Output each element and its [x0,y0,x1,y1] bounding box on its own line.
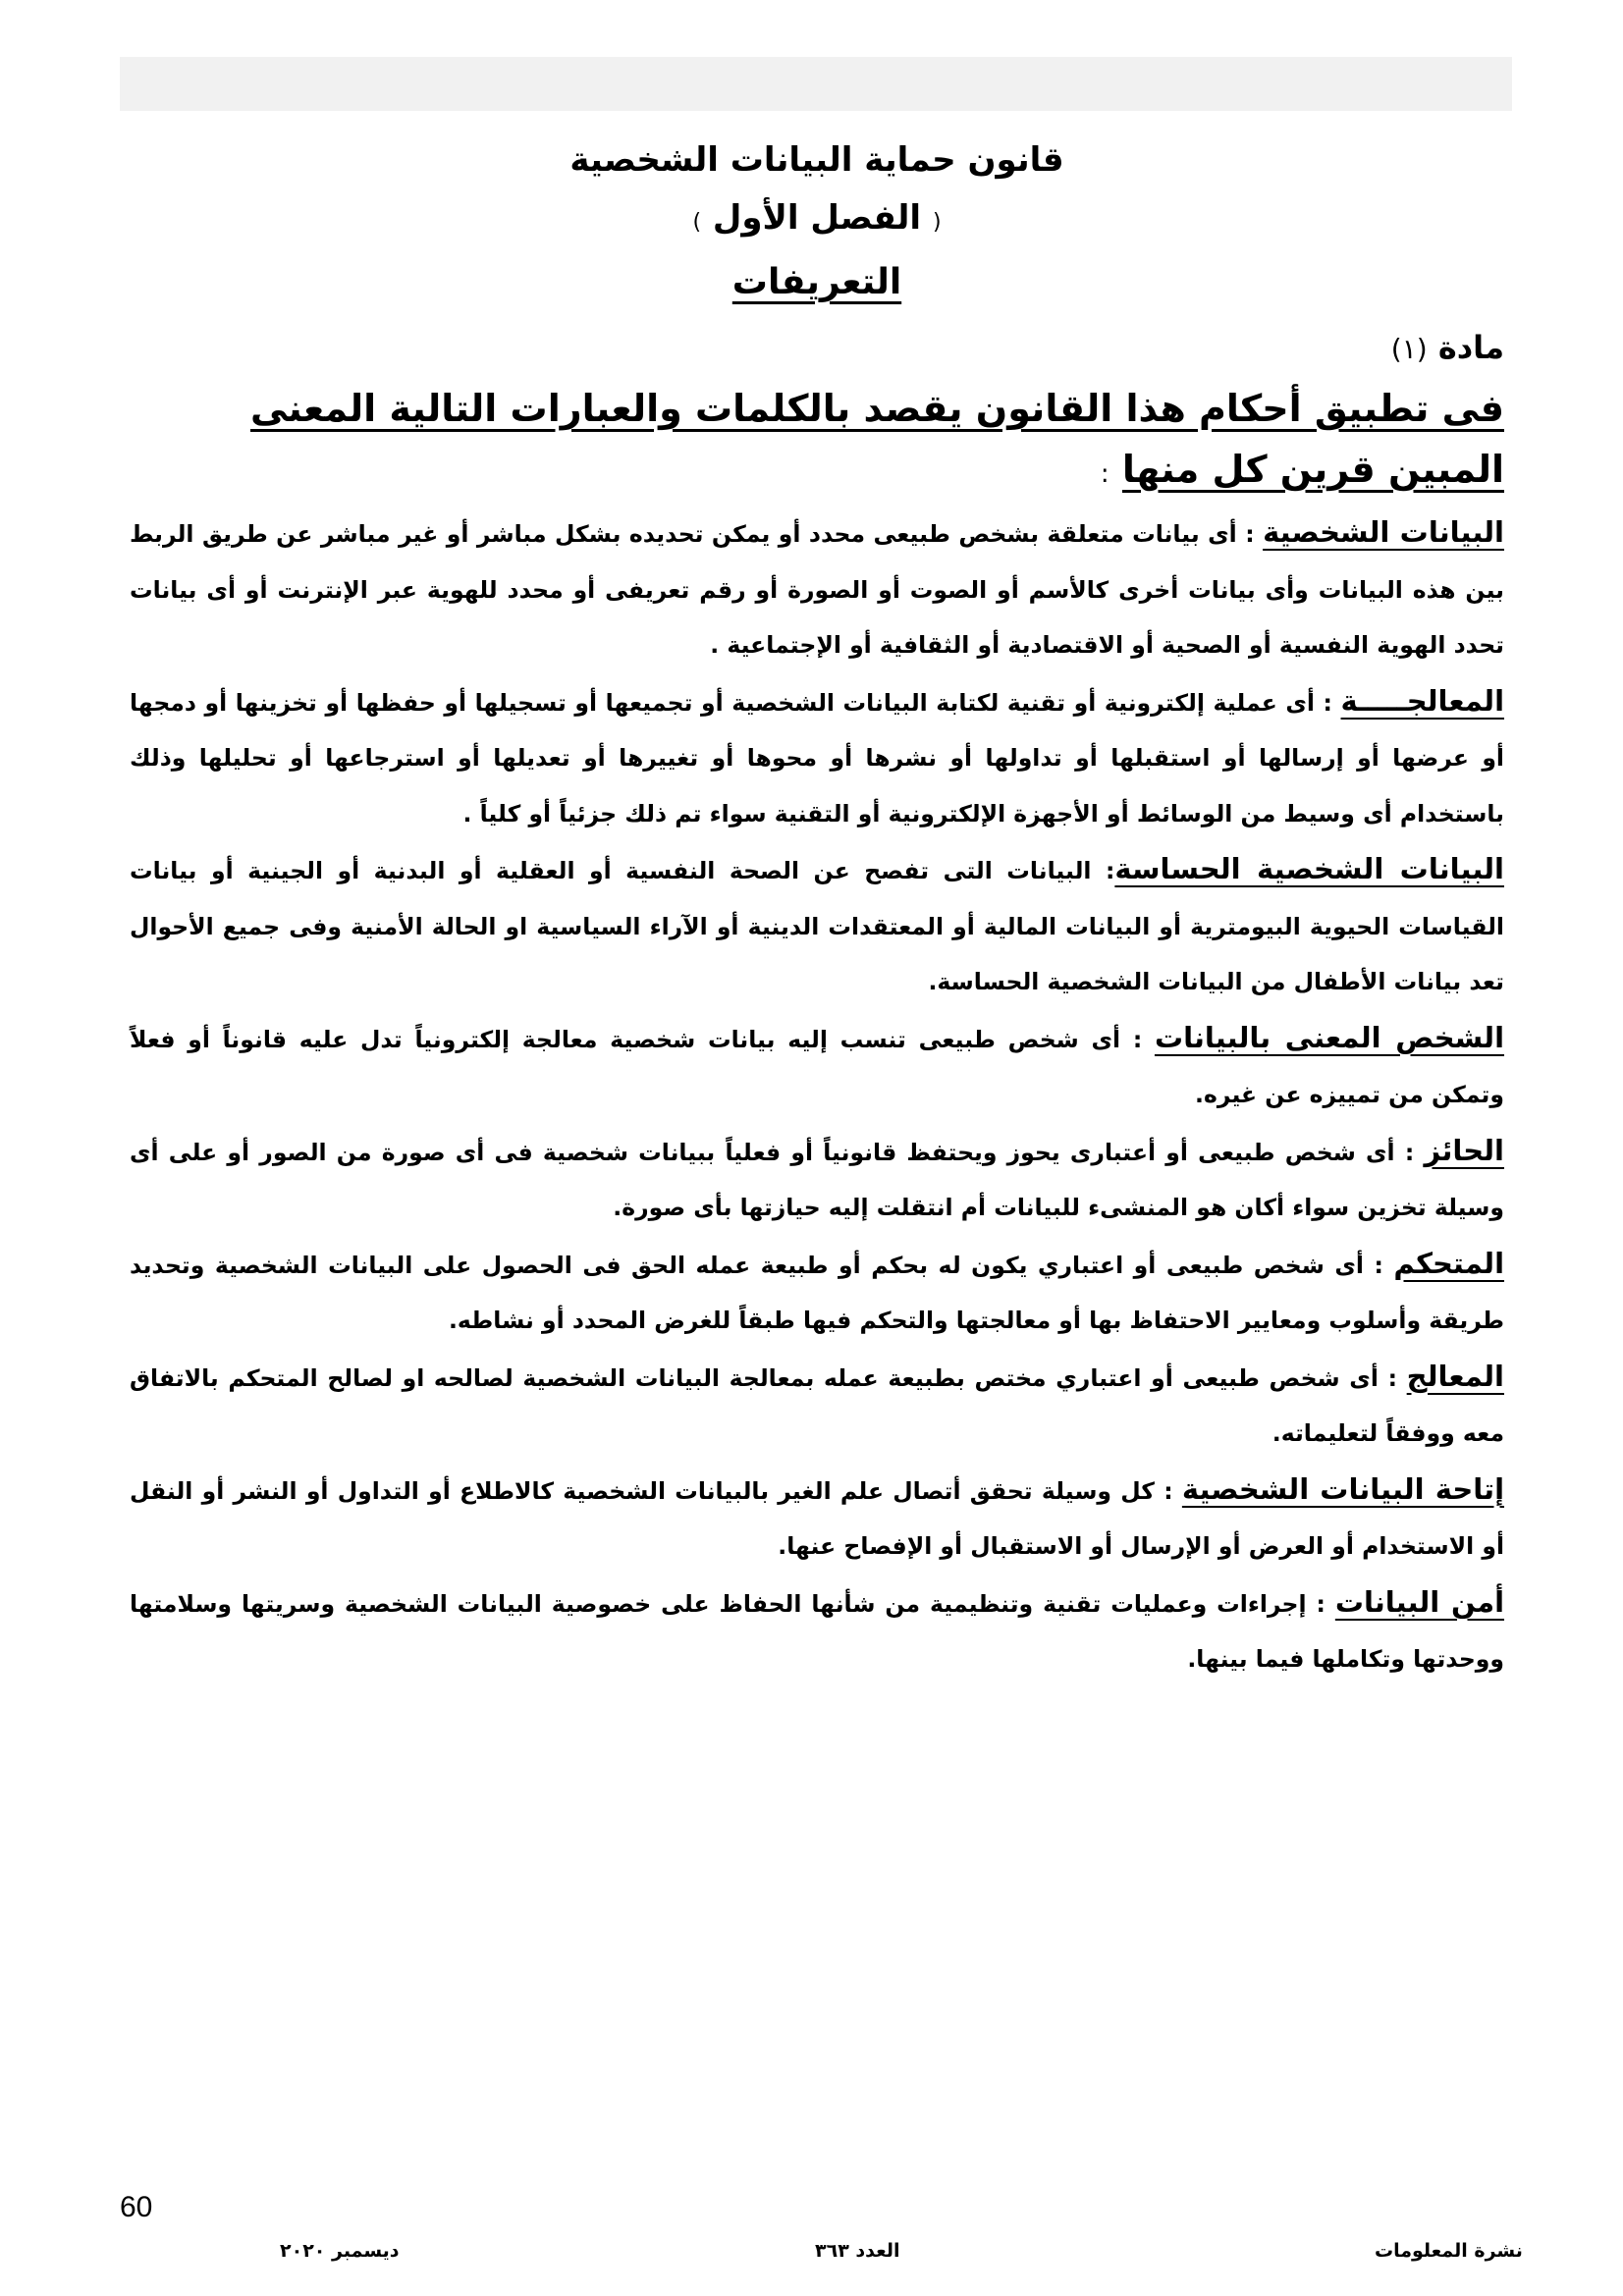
definition-processor: المعالج : أى شخص طبيعى أو اعتباري مختص بطبيعة عمله بمعالجة البيانات الشخصية لصالحه او لصالح المتحكم بالاتفاق معه ووفقاً لتعليماته. [130,1359,1504,1447]
definition-holder: الحائز : أى شخص طبيعى أو أعتبارى يحوز ويحتفظ قانونياً أو فعلياً ببيانات شخصية فى أى صورة من الصور أو على أى وسيلة تخزين سواء أكان هو المنشىء للبيانات أم انتقلت إليه حيازتها بأى صورة. [130,1133,1504,1221]
definition-text: أى شخص طبيعى تنسب إليه بيانات شخصية معالجة إلكترونياً تدل عليه قانوناً أو فعلاً وتمكن من تمييزه عن غيره. [130,1025,1504,1108]
section-heading [130,252,1504,313]
definition-text: أى شخص طبيعى أو أعتبارى يحوز ويحتفظ قانونياً أو فعلياً ببيانات شخصية فى أى صورة من الصور أو على أى وسيلة تخزين سواء أكان هو المنشىء للبيانات أم انتقلت إليه حيازتها بأى صورة. [130,1138,1504,1221]
definition-text: أى بيانات متعلقة بشخص طبيعى محدد أو يمكن تحديده بشكل مباشر أو غير مباشر عن طريق الربط بين هذه البيانات وأى بيانات أخرى كالأسم أو الصوت أو الصورة أو رقم تعريفى أو محدد للهوية عبر الإنترنت أو أى بيانات تحدد الهوية النفسية أو الصحية أو الاقتصادية أو الثقافية أو الإجتماعية . [130,520,1504,659]
definition-data-subject: الشخص المعنى بالبيانات : أى شخص طبيعى تنسب إليه بيانات شخصية معالجة إلكترونياً تدل عليه قانوناً أو فعلاً وتمكن من تمييزه عن غيره. [130,1020,1505,1108]
intro-text: فى تطبيق أحكام هذا القانون يقصد بالكلمات والعبارات التالية المعنى المبين قرين كل منها [249,387,1504,491]
definition-term: المتحكم [1393,1246,1505,1280]
definition-term: الشخص المعنى بالبيانات [1154,1020,1505,1054]
definition-personal-data: البيانات الشخصية : أى بيانات متعلقة بشخص طبيعى محدد أو يمكن تحديده بشكل مباشر أو غير مباشر عن طريق الربط بين هذه البيانات وأى بيانات أخرى كالأسم أو الصوت أو الصورة أو رقم تعريفى أو محدد للهوية عبر الإنترنت أو أى بيانات تحدد الهوية النفسية أو الصحية أو الاقتصادية أو الثقافية أو الإجتماعية . [130,515,1504,659]
definition-text: أى شخص طبيعى أو اعتباري يكون له بحكم أو طبيعة عمله الحق فى الحصول على البيانات الشخصية وتحديد طريقة وأسلوب ومعايير الاحتفاظ بها أو معالجتها والتحكم فيها طبقاً للغرض المحدد أو نشاطه. [130,1251,1504,1334]
page-number: 60 [120,2191,153,2223]
intro-line [130,378,1504,505]
definition-processing: المعالجـــــة : أى عملية إلكترونية أو تقنية لكتابة البيانات الشخصية أو تجميعها أو تسجيلها أو حفظها أو تخزينها أو دمجها أو عرضها أو إرسالها أو استقبلها أو تداولها أو نشرها أو محوها أو تغييرها أو تعديلها أو استرجاعها أو تحليلها وذلك باستخدام أى وسيط من الوسائط أو الأجهزة الإلكترونية أو التقنية سواء تم ذلك جزئياً أو كلياً . [130,683,1505,828]
definition-term: المعالج [1406,1359,1504,1393]
definition-data-availability: إتاحة البيانات الشخصية : كل وسيلة تحقق أتصال علم الغير بالبيانات الشخصية كالاطلاع أو التداول أو النشر أو النقل أو الاستخدام أو العرض أو الإرسال أو الاستقبال أو الإفصاح عنها. [130,1471,1505,1560]
definition-text: البيانات التى تفصح عن الصحة النفسية أو العقلية أو البدنية أو الجينية أو بيانات القياسات الحيوية البيومترية أو البيانات المالية أو المعتقدات الدينية أو الآراء السياسية او الحالة الأمنية وفى جميع الأحوال تعد بيانات الأطفال من البيانات الشخصية الحساسة. [130,857,1504,995]
definition-term: البيانات الشخصية الحساسة [1114,852,1504,885]
footer-publication: نشرة المعلومات [1375,2240,1523,2262]
article-heading [130,319,1504,378]
definition-term: المعالجـــــة [1340,683,1505,718]
law-title: قانون حماية البيانات الشخصية [569,140,1064,180]
definition-data-security: أمن البيانات : إجراءات وعمليات تقنية وتنظيمية من شأنها الحفاظ على خصوصية البيانات الشخصية وسريتها وسلامتها ووحدتها وتكاملها فيما بينها. [130,1584,1505,1673]
section-label: التعريفات [731,262,902,302]
definition-text: أى شخص طبيعى أو اعتباري مختص بطبيعة عمله بمعالجة البيانات الشخصية لصالحه او لصالح المتحكم بالاتفاق معه ووفقاً لتعليماته. [130,1363,1504,1447]
footer-issue: العدد ٣٦٣ [815,2240,900,2262]
definition-sensitive-data: البيانات الشخصية الحساسة: البيانات التى تفصح عن الصحة النفسية أو العقلية أو البدنية أو الجينية أو بيانات القياسات الحيوية البيومترية أو البيانات المالية أو المعتقدات الدينية أو الآراء السياسية او الحالة الأمنية وفى جميع الأحوال تعد بيانات الأطفال من البيانات الشخصية الحساسة. [130,852,1504,995]
definition-text: كل وسيلة تحقق أتصال علم الغير بالبيانات الشخصية كالاطلاع أو التداول أو النشر أو النقل أو الاستخدام أو العرض أو الإرسال أو الاستقبال أو الإفصاح عنها. [130,1476,1504,1560]
chapter-heading: ( الفصل الأول ) [692,198,942,238]
definition-text: إجراءات وعمليات تقنية وتنظيمية من شأنها الحفاظ على خصوصية البيانات الشخصية وسريتها وسلامتها ووحدتها وتكاملها فيما بينها. [130,1589,1504,1673]
article-label: مادة [1437,329,1504,366]
definition-controller: المتحكم : أى شخص طبيعى أو اعتباري يكون له بحكم أو طبيعة عمله الحق فى الحصول على البيانات الشخصية وتحديد طريقة وأسلوب ومعايير الاحتفاظ بها أو معالجتها والتحكم فيها طبقاً للغرض المحدد أو نشاطه. [130,1246,1505,1334]
chapter-label: الفصل الأول [712,198,922,238]
definition-term: البيانات الشخصية [1263,515,1504,549]
header-band [120,57,1512,111]
article-number: (١) [1390,333,1428,365]
document-body [130,120,1504,1687]
intro-colon: : [1100,459,1109,489]
definition-text: أى عملية إلكترونية أو تقنية لكتابة البيانات الشخصية أو تجميعها أو تسجيلها أو حفظها أو تخزينها أو دمجها أو عرضها أو إرسالها أو استقبلها أو تداولها أو نشرها أو محوها أو تغييرها أو تعديلها أو استرجاعها أو تحليلها وذلك باستخدام أى وسيط من الوسائط أو الأجهزة الإلكترونية أو التقنية سواء تم ذلك جزئياً أو كلياً . [130,688,1504,828]
footer-date: ديسمبر ٢٠٢٠ [280,2240,400,2262]
definition-term: أمن البيانات [1334,1584,1505,1619]
definition-term: إتاحة البيانات الشخصية [1181,1471,1505,1506]
definition-term: الحائز [1424,1133,1504,1167]
